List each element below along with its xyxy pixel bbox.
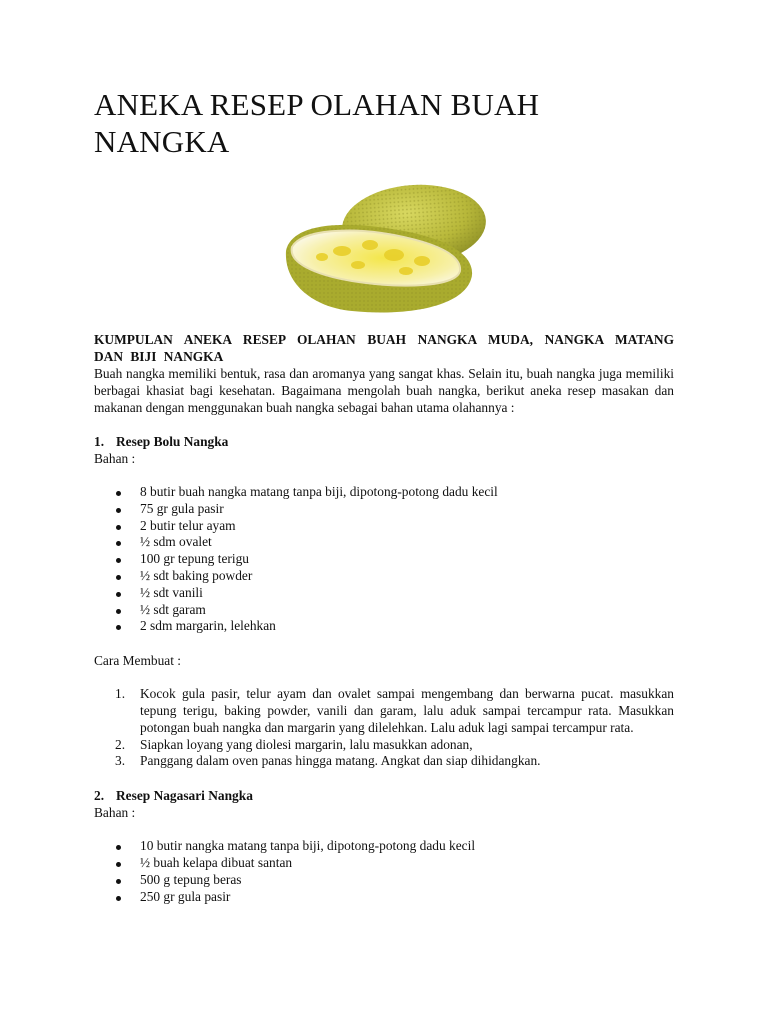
step-number: 2. <box>115 736 126 752</box>
step-number: 3. <box>115 753 126 769</box>
list-item: ½ buah kelapa dibuat santan <box>94 855 674 872</box>
intro-paragraph: Buah nangka memiliki bentuk, rasa dan aromanya yang sangat khas. Selain itu, buah nangka juga memiliki berbagai khasiat bagi kesehatan. Bagaimana mengolah buah nangka, berikut aneka resep masakan dan makanan dengan menggunakan buah nangka sebagai bahan utama olahannya : <box>94 366 674 415</box>
list-item: 75 gr gula pasir <box>94 501 674 518</box>
list-item: 2 butir telur ayam <box>94 518 674 535</box>
jackfruit-icon <box>282 183 486 321</box>
step-item <box>94 686 674 736</box>
recipe-2-heading <box>94 787 674 804</box>
list-item: 2 sdm margarin, lelehkan <box>94 618 674 635</box>
list-item: ½ sdm ovalet <box>94 534 674 551</box>
recipe-2-number: 2. <box>94 788 105 804</box>
recipe-1-ingredient-list <box>94 484 674 635</box>
document-page <box>94 86 674 905</box>
step-text: Panggang dalam oven panas hingga matang. Angkat dan siap dihidangkan. <box>140 753 541 769</box>
list-item: ½ sdt garam <box>94 602 674 619</box>
step-item <box>94 737 674 754</box>
list-item: 100 gr tepung terigu <box>94 551 674 568</box>
recipe-1-title: Resep Bolu Nangka <box>116 434 229 449</box>
recipe-1-bahan-label: Bahan : <box>94 451 136 466</box>
recipe-2-ingredient-list <box>94 838 674 905</box>
list-item: 10 butir nangka matang tanpa biji, dipotong-potong dadu kecil <box>94 838 674 855</box>
recipe-1-heading <box>94 433 674 450</box>
step-item <box>94 753 674 770</box>
list-item: ½ sdt vanili <box>94 585 674 602</box>
step-text: Siapkan loyang yang diolesi margarin, lalu masukkan adonan, <box>140 736 473 752</box>
recipe-1-number: 1. <box>94 434 105 449</box>
list-item: 500 g tepung beras <box>94 872 674 889</box>
step-number: 1. <box>115 686 126 702</box>
recipe-2-title: Resep Nagasari Nangka <box>116 788 253 804</box>
recipe-1-step-list <box>94 686 674 770</box>
page-title: ANEKA RESEP OLAHAN BUAH NANGKA <box>94 87 540 159</box>
list-item: 8 butir buah nangka matang tanpa biji, dipotong-potong dadu kecil <box>94 484 674 501</box>
list-item: 250 gr gula pasir <box>94 889 674 906</box>
recipe-1-cara-label: Cara Membuat : <box>94 653 182 669</box>
step-text: Kocok gula pasir, telur ayam dan ovalet sampai mengembang dan berwarna pucat. masukkan tepung terigu, baking powder, vanili dan garam, lalu aduk sampai tercampur rata. Masukkan potongan buah nangka dan margarin yang dilelehkan. Lalu aduk lagi sampai tercampur rata. <box>140 686 674 735</box>
jackfruit-figure <box>94 183 674 321</box>
intro-heading: KUMPULAN ANEKA RESEP OLAHAN BUAH NANGKA MUDA, NANGKA MATANG DAN BIJI NANGKA <box>94 332 674 364</box>
list-item: ½ sdt baking powder <box>94 568 674 585</box>
recipe-2-bahan-label: Bahan : <box>94 805 136 821</box>
